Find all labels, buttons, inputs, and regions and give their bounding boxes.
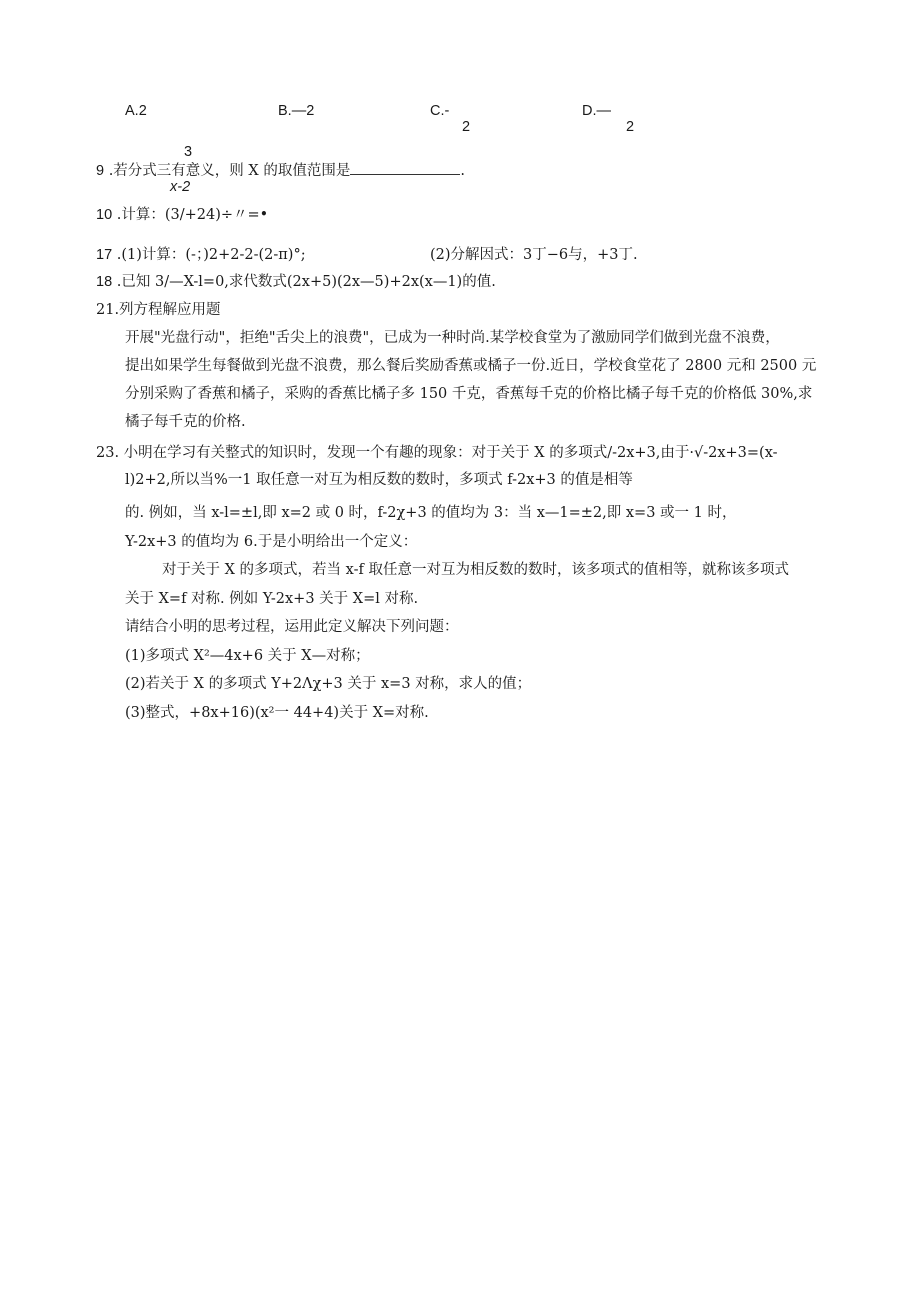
- q23-part-3: (3)整式，+8x+16)(x²一 44+4)关于 X=对称.: [125, 705, 429, 721]
- option-c-denominator: 2: [462, 119, 471, 135]
- q23-line-2: l)2+2,所以当%一1 取任意一对互为相反数的数时，多项式 f-2x+3 的值是相等: [125, 472, 633, 488]
- q21-line-3: 分别采购了香蕉和橘子，采购的香蕉比橘子多 150 千克，香蕉每千克的价格比橘子每千克的价格低 30%,求: [125, 386, 813, 402]
- q23-line-1: 23. 小明在学习有关整式的知识时，发现一个有趣的现象：对于关于 X 的多项式/-2x+3,由于·√-2x+3=(x-: [96, 445, 778, 461]
- q18-text: .已知 3/—X-l=0,求代数式(2x+5)(2x—5)+2x(x—1)的值.: [116, 274, 496, 290]
- question-18: [96, 272, 496, 292]
- option-d: D.—: [582, 103, 611, 119]
- q17-part2: (2)分解因式：3丁−6与，+3丁.: [430, 247, 638, 263]
- q23-line-3: 的. 例如，当 x-l=±l,即 x=2 或 0 时，f-2χ+3 的值均为 3：当 x—1=±2,即 x=3 或一 1 时，: [125, 505, 737, 521]
- q21-line-2: 提出如果学生每餐做到光盘不浪费，那么餐后奖励香蕉或橘子一份.近日，学校食堂花了 2800 元和 2500 元: [125, 358, 817, 374]
- q21-line-1: 开展"光盘行动"，拒绝"舌尖上的浪费"，已成为一种时尚.某学校食堂为了激励同学们做到光盘不浪费，: [125, 330, 780, 346]
- q17-part1: .(1)计算：(-；)2+2-2-(2-π)°;: [116, 247, 306, 263]
- option-d-denominator: 2: [626, 119, 635, 135]
- q23-part-2: (2)若关于 X 的多项式 Y+2Λχ+3 关于 x=3 对称，求人的值；: [125, 676, 532, 692]
- q21-heading: 21.列方程解应用题: [96, 302, 221, 318]
- q21-line-4: 橘子每千克的价格.: [125, 414, 246, 430]
- option-a: A.2: [125, 103, 147, 119]
- q9-number: 9: [96, 163, 105, 179]
- q9-text: .若分式三有意义，则 X 的取值范围是: [108, 163, 351, 179]
- q10-text: .计算：(3/+24)÷〃=•: [116, 207, 269, 223]
- option-c: C.-: [430, 103, 450, 119]
- q9-end: .: [460, 163, 465, 179]
- q23-part-1: (1)多项式 X²—4x+6 关于 X—对称；: [125, 648, 370, 664]
- question-17: [96, 245, 306, 265]
- q23-line-4: Y-2x+3 的值均为 6.于是小明给出一个定义：: [125, 534, 418, 550]
- option-b: B.—2: [278, 103, 315, 119]
- question-9: [96, 161, 465, 181]
- q17-number: 17: [96, 247, 113, 263]
- q23-definition-line-2: 关于 X=f 对称. 例如 Y-2x+3 关于 X=l 对称.: [125, 591, 419, 607]
- q10-number: 10: [96, 207, 113, 223]
- q18-number: 18: [96, 274, 113, 290]
- q9-answer-blank: [350, 162, 460, 175]
- question-10: [96, 205, 268, 225]
- q9-numerator: 3: [184, 144, 193, 160]
- q9-denominator: x-2: [170, 179, 191, 195]
- q23-definition-line-1: 对于关于 X 的多项式，若当 x-f 取任意一对互为相反数的数时，该多项式的值相等，就称该多项式: [162, 562, 789, 578]
- q23-instruction: 请结合小明的思考过程，运用此定义解决下列问题：: [125, 619, 459, 635]
